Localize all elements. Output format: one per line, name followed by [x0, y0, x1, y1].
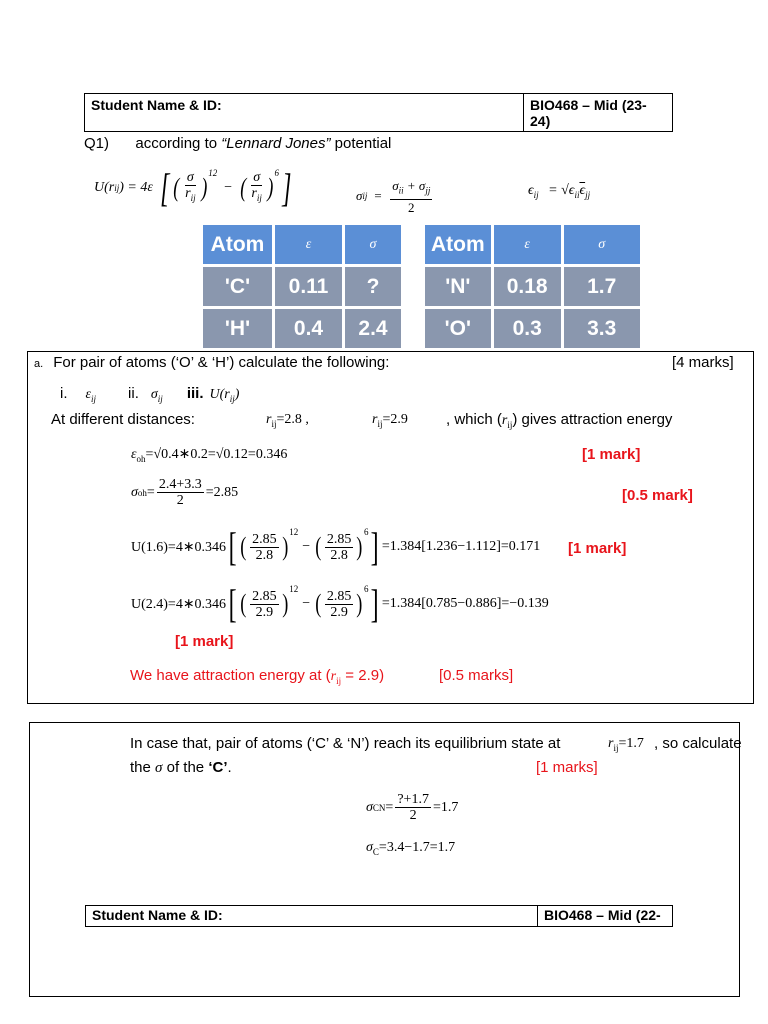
u1-exp12: 12 — [289, 527, 299, 537]
eps-calc-lhs: ε — [131, 447, 137, 462]
u1-frac-a — [250, 532, 279, 563]
part-b-r-val: =1.7 — [618, 736, 644, 751]
eps-mix-rhs-sub1: ii — [574, 189, 580, 200]
table-right-header-sigma: σ — [564, 225, 640, 264]
part-a-items — [60, 385, 239, 404]
u1-lhs: U(1.6)=4∗0.346 — [131, 539, 227, 555]
eps-mark: [1 mark] — [582, 446, 641, 463]
table-row-cell: 'H' — [203, 309, 272, 348]
lj-frac-1 — [183, 170, 197, 206]
table-row-cell: 'N' — [425, 267, 491, 306]
part-b-r-sub: ij — [613, 742, 619, 753]
lj-paren: ( — [173, 173, 180, 202]
item-ii-sym — [151, 387, 163, 404]
u2-den-b: 2.9 — [330, 604, 348, 620]
part-a-marks: [4 marks] — [672, 354, 734, 371]
eq1-sub: CN — [372, 803, 386, 813]
u1-den-a: 2.8 — [255, 547, 274, 563]
lj-paren: ) — [267, 173, 274, 202]
distance-r2 — [372, 412, 408, 429]
item-iii-sym-text: U(r — [209, 387, 230, 402]
u1-exp6: 6 — [363, 527, 369, 537]
u1-paren: ( — [240, 532, 247, 561]
param-table-right — [422, 222, 643, 351]
u1-num-b: 2.85 — [326, 531, 352, 547]
u2-mark: [1 mark] — [175, 633, 234, 650]
u1-calculation — [131, 524, 541, 569]
eq1-lhs: σ — [366, 799, 373, 815]
u2-num-a: 2.85 — [252, 588, 277, 604]
lj-paren: ( — [240, 173, 247, 202]
conclusion-pre: We have attraction energy at ( — [130, 667, 331, 684]
eq1-res: =1.7 — [432, 799, 459, 815]
table-left-header-atom: Atom — [203, 225, 272, 264]
header-top — [84, 93, 673, 132]
lj-frac1-num: σ — [186, 170, 194, 186]
r2-value: =2.9 — [382, 412, 408, 427]
eq1-frac — [395, 792, 431, 823]
part-b-text2-pre: the — [130, 759, 156, 776]
distance-r1 — [266, 412, 309, 429]
u2-paren: ( — [240, 589, 247, 618]
item-iii-tail: ) — [234, 387, 240, 402]
distances-line — [51, 411, 195, 428]
item-iii-label: iii. — [186, 385, 204, 402]
table-right-header-epsilon: ε — [494, 225, 561, 264]
q1-text-pre: according to — [135, 135, 222, 152]
r1-value: =2.8 , — [276, 412, 309, 427]
lj-exp6: 6 — [274, 168, 280, 178]
eq2-sub: C — [372, 846, 379, 857]
table-row-cell: 3.3 — [564, 309, 640, 348]
part-b-r — [608, 736, 644, 753]
item-i-sym-text: ε — [85, 387, 92, 402]
sig-calc-res: =2.85 — [205, 484, 239, 500]
part-b-eq1 — [366, 792, 458, 823]
part-b-text2-bold: ‘C’ — [208, 759, 228, 776]
u2-frac-a — [250, 589, 279, 620]
u1-paren: ) — [356, 532, 363, 561]
sig-calc-sub: oh — [137, 488, 147, 498]
which-r-sym: r — [501, 413, 508, 428]
table-left-header-sigma: σ — [345, 225, 401, 264]
part-b-text2-post: . — [227, 759, 232, 776]
eps-mix-lhs-sub: ij — [533, 189, 539, 200]
param-table-left — [200, 222, 404, 351]
sig-calc-den: 2 — [176, 493, 184, 508]
conclusion-sub: ij — [336, 676, 342, 686]
u2-calculation — [131, 581, 549, 626]
header-bottom — [85, 905, 673, 927]
sigma-mix-num-sub2: jj — [425, 185, 431, 196]
q1-text-italic: “Lennard Jones” — [221, 135, 331, 152]
lj-frac1-den: r — [185, 186, 191, 202]
eps-mix-rhs: = √ϵ — [548, 183, 575, 198]
q1-number: Q1) — [84, 135, 110, 152]
which-r-sub: ij — [507, 420, 513, 430]
table-row-cell: 0.18 — [494, 267, 561, 306]
sig-calc-num: 2.4+3.3 — [158, 477, 202, 492]
item-ii-label: ii. — [128, 385, 139, 402]
u2-bracket-open: [ — [228, 581, 237, 626]
u1-num-a: 2.85 — [252, 531, 277, 547]
lj-exp12: 12 — [208, 168, 218, 178]
eq2-res: =3.4−1.7=1.7 — [378, 840, 456, 855]
r2-sub: ij — [377, 418, 383, 429]
u1-minus: − — [302, 539, 311, 554]
part-b-text1-post: , so calculate — [654, 735, 742, 752]
u2-num-b: 2.85 — [326, 588, 352, 604]
part-b-line1 — [130, 735, 560, 752]
table-row-cell: 2.4 — [345, 309, 401, 348]
sigma-calculation — [131, 477, 238, 508]
sigma-mix-lhs-sub: ij — [362, 191, 368, 202]
eps-mix-lhs: ϵ — [528, 183, 534, 198]
u2-frac-b — [325, 589, 354, 620]
conclusion-post: = 2.9) — [341, 667, 385, 684]
table-row-cell: 0.3 — [494, 309, 561, 348]
eps-calculation — [131, 446, 287, 464]
sigma-mix-num-a: σ — [392, 178, 399, 193]
conclusion-r: r — [330, 669, 337, 684]
q1-line — [84, 135, 391, 152]
part-b-marks: [1 marks] — [536, 759, 598, 776]
part-a-heading — [34, 354, 389, 371]
lj-frac1-den-sub: ij — [190, 192, 196, 203]
q1-text-post: potential — [330, 135, 392, 152]
u1-paren: ( — [315, 532, 322, 561]
u1-bracket-close: ] — [371, 524, 380, 569]
lj-u-eq: ) = 4ε — [119, 180, 153, 195]
sigma-mark: [0.5 mark] — [622, 487, 693, 504]
table-row-cell: 'O' — [425, 309, 491, 348]
lj-paren: ) — [200, 173, 207, 202]
u1-res: =1.384[1.236−1.112]=0.171 — [381, 539, 541, 554]
eps-calc-value: =√0.4∗0.2=√0.12=0.346 — [145, 447, 288, 462]
table-row-cell: 1.7 — [564, 267, 640, 306]
item-iii-sub: ij — [229, 393, 235, 404]
u2-paren: ) — [356, 589, 363, 618]
sigma-mix-eq: = — [373, 188, 383, 204]
lj-u-sub: ij — [114, 183, 120, 193]
item-i-sym — [86, 387, 97, 404]
lj-u: U(r — [94, 180, 115, 195]
u2-minus: − — [302, 596, 311, 611]
eq1-eq: = — [385, 799, 394, 815]
lj-minus: − — [223, 180, 233, 195]
item-ii-sym-text: σ — [150, 387, 158, 402]
lj-bracket-open: [ — [160, 165, 170, 210]
sig-calc-lhs: σ — [131, 484, 138, 500]
u1-bracket-open: [ — [228, 524, 237, 569]
u2-exp6: 6 — [363, 584, 369, 594]
which-text-pre: , which ( — [446, 411, 502, 428]
lj-frac2-num: σ — [253, 170, 261, 186]
part-a-label: a. — [34, 358, 44, 370]
eq1-den: 2 — [409, 808, 417, 823]
u2-paren: ( — [315, 589, 322, 618]
part-b-text1-pre: In case that, pair of atoms (‘C’ & ‘N’) reach its equilibrium state at — [130, 735, 561, 752]
u2-den-a: 2.9 — [255, 604, 274, 620]
lj-frac2-den-sub: ij — [256, 192, 262, 203]
sigma-mix-den: 2 — [408, 199, 415, 215]
u2-res: =1.384[0.785−0.886]=−0.139 — [381, 596, 549, 611]
sig-calc-eq: = — [146, 484, 155, 500]
item-ii-sub: ij — [157, 393, 163, 404]
which-text-post: ) gives attraction energy — [512, 411, 673, 428]
part-a-text: For pair of atoms (‘O’ & ‘H’) calculate the following: — [53, 354, 390, 371]
lj-frac2-den: r — [251, 186, 257, 202]
lj-frac-2 — [249, 170, 263, 206]
u2-exp12: 12 — [289, 584, 299, 594]
epsilon-mixing-formula — [528, 183, 590, 200]
student-name-label-bottom: Student Name & ID: — [86, 906, 538, 926]
conclusion-line — [130, 667, 384, 686]
table-row-cell: 0.4 — [275, 309, 342, 348]
item-i-sub: ij — [91, 393, 97, 404]
which-text — [446, 411, 672, 430]
course-code-bottom: BIO468 – Mid (22- — [544, 907, 661, 923]
u1-mark: [1 mark] — [568, 540, 627, 557]
u1-paren: ) — [281, 532, 288, 561]
r2-sym: r — [372, 412, 378, 427]
table-row-cell: 0.11 — [275, 267, 342, 306]
eq2-lhs: σ — [366, 840, 373, 855]
lj-formula — [94, 165, 295, 210]
r1-sub: ij — [271, 418, 277, 429]
eps-mix-rhs-mid: $\overline{\epsilon}$ — [579, 183, 586, 198]
table-row-cell: ? — [345, 267, 401, 306]
part-b-line2 — [130, 759, 232, 777]
u2-bracket-close: ] — [371, 581, 380, 626]
course-code: BIO468 – Mid (23-24) — [530, 97, 647, 129]
eq1-num: ?+1.7 — [397, 792, 429, 807]
sigma-mix-lhs: σ — [356, 188, 363, 204]
distances-label: At different distances: — [51, 411, 195, 428]
table-row-cell: 'C' — [203, 267, 272, 306]
item-i-label: i. — [60, 385, 68, 402]
part-b-text2-mid: of the — [162, 759, 209, 776]
sigma-mix-num-mid: + σ — [403, 178, 426, 193]
part-b-r-sym: r — [608, 736, 614, 751]
eps-calc-sub: oh — [136, 453, 146, 464]
student-name-label: Student Name & ID: — [85, 94, 524, 131]
u2-paren: ) — [281, 589, 288, 618]
part-b-text2-sym: σ — [155, 760, 163, 776]
conclusion-marks: [0.5 marks] — [439, 667, 514, 684]
lj-bracket-close: ] — [282, 165, 292, 210]
u1-frac-b — [325, 532, 354, 563]
table-right-header-atom: Atom — [425, 225, 491, 264]
sigma-mix-frac — [390, 178, 432, 215]
item-iii-sym — [209, 387, 239, 404]
u1-den-b: 2.8 — [330, 547, 348, 563]
r1-sym: r — [266, 412, 272, 427]
part-b-eq2 — [366, 840, 455, 857]
u2-lhs: U(2.4)=4∗0.346 — [131, 596, 227, 612]
table-left-header-epsilon: ε — [275, 225, 342, 264]
sig-calc-frac — [157, 477, 204, 508]
eps-mix-rhs-sub2: jj — [585, 189, 591, 200]
sigma-mixing-formula — [356, 178, 434, 215]
sigma-mix-num-sub1: ii — [398, 185, 404, 196]
